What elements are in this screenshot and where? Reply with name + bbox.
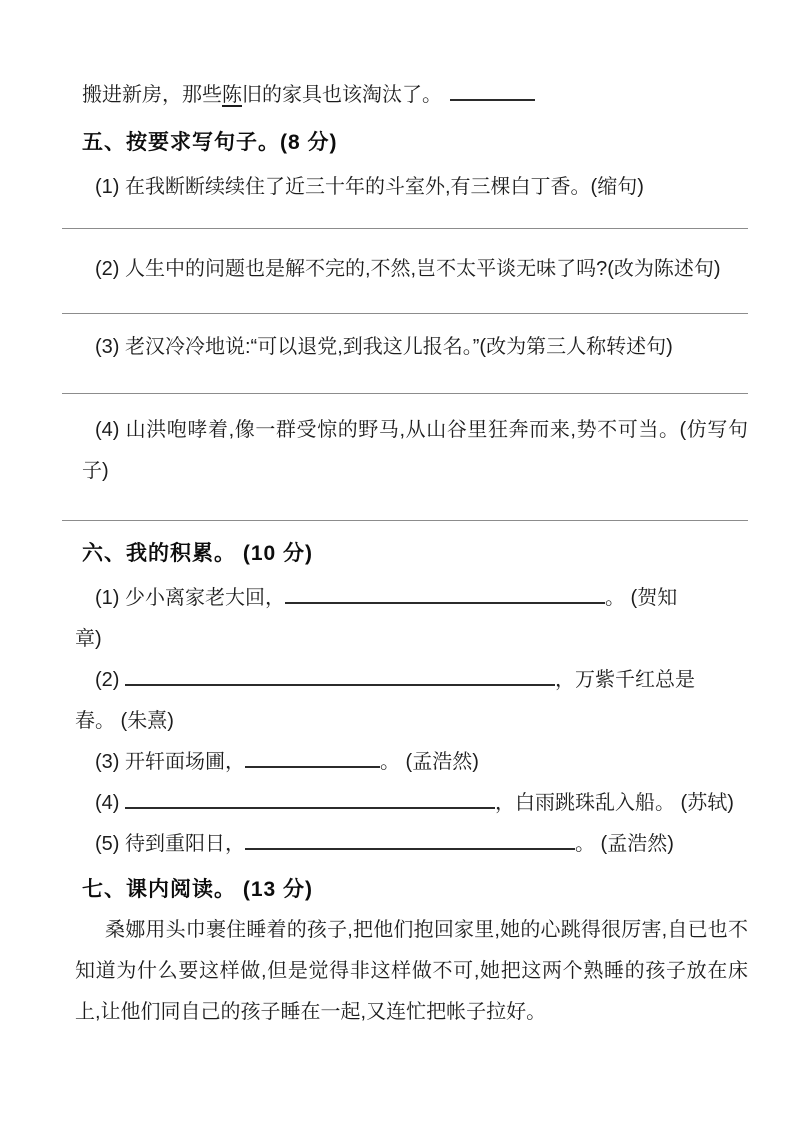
question-6-2: [82, 660, 748, 701]
poem-line-pre: (4): [95, 792, 125, 814]
answer-line-5-4: [62, 520, 748, 521]
question-6-4: [82, 783, 748, 824]
short-answer-blank: [450, 85, 535, 101]
sentence-with-underlined-word: [82, 75, 748, 116]
question-5-1: (1) 在我断断续续住了近三十年的斗室外,有三棵白丁香。(缩句): [95, 176, 644, 198]
question-6-1: [82, 578, 748, 619]
fill-in-blank: [245, 752, 380, 768]
question-5-3: (3) 老汉冷冷地说:“可以退党,到我这儿报名。”(改为第三人称转述句): [95, 336, 673, 358]
poem-line-pre: (3) 开轩面场圃，: [95, 751, 245, 773]
poem-line-post: ，万紫千红总是: [555, 669, 695, 691]
poem-line-post: 。 (贺知: [605, 587, 678, 609]
sentence-post: 旧的家具也该淘汰了。: [242, 84, 442, 106]
poem-line-pre: (1) 少小离家老大回，: [95, 587, 285, 609]
question-5-4: (4) 山洪咆哮着,像一群受惊的野马,从山谷里狂奔而来,势不可当。(仿写句子): [82, 419, 748, 482]
fill-in-blank: [245, 834, 575, 850]
fill-in-blank: [285, 588, 605, 604]
poem-line-pre: (2): [95, 669, 125, 691]
section-seven-heading: 七、课内阅读。 (13 分): [82, 878, 314, 901]
poem-line-post: 。 (孟浩然): [380, 751, 479, 773]
poem-line-post: 。 (孟浩然): [575, 833, 674, 855]
section-five-heading: 五、按要求写句子。(8 分): [82, 131, 338, 154]
question-6-1-wrap: 章): [75, 628, 102, 650]
fill-in-blank: [125, 670, 555, 686]
fill-in-blank: [125, 793, 495, 809]
answer-line-5-1: [62, 228, 748, 229]
section-six-heading: 六、我的积累。 (10 分): [82, 542, 314, 565]
poem-line-pre: (5) 待到重阳日，: [95, 833, 245, 855]
question-6-2-wrap: 春。 (朱熹): [75, 710, 174, 732]
poem-line-post: ，白雨跳珠乱入船。 (苏轼): [495, 792, 734, 814]
answer-line-5-3: [62, 393, 748, 394]
underlined-word: 陈: [222, 84, 242, 106]
question-6-5: [82, 824, 748, 865]
sentence-pre: 搬进新房，那些: [82, 84, 222, 106]
question-5-2: (2) 人生中的问题也是解不完的,不然,岂不太平谈无味了吗?(改为陈述句): [95, 258, 721, 280]
reading-passage: 桑娜用头巾裹住睡着的孩子,把他们抱回家里,她的心跳得很厉害,自已也不知道为什么要这样做,但是觉得非这样做不可,她把这两个熟睡的孩子放在床上,让他们同自己的孩子睡在一起,又连忙把帐子拉好。: [75, 919, 748, 1023]
answer-line-5-2: [62, 313, 748, 314]
question-6-3: [82, 742, 748, 783]
